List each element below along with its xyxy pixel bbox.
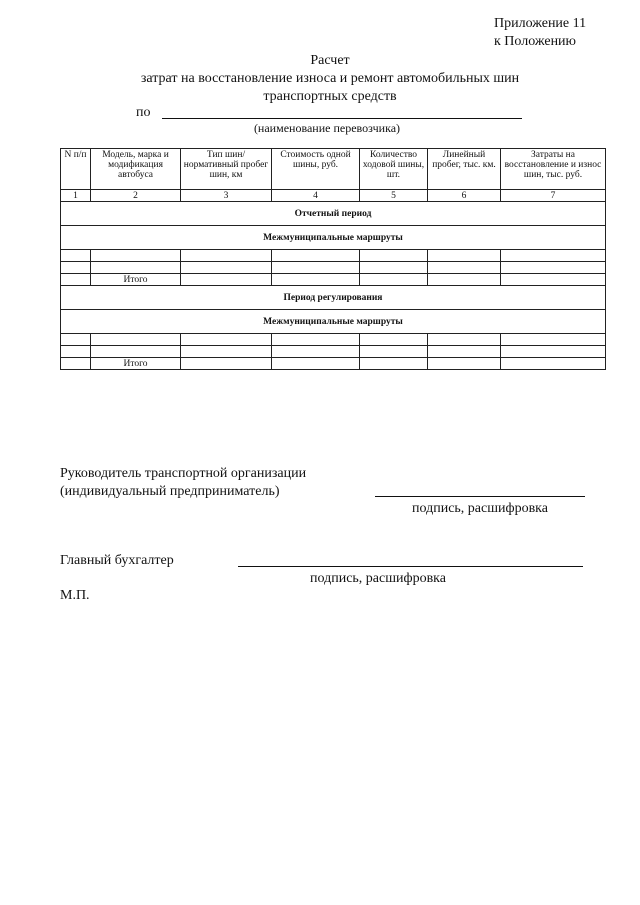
column-number: 3 bbox=[181, 190, 272, 202]
section-row-regulation bbox=[61, 286, 606, 310]
table-row bbox=[61, 250, 606, 262]
table-cell[interactable] bbox=[428, 346, 501, 358]
table-cell[interactable] bbox=[181, 334, 272, 346]
head-title: Руководитель транспортной организации bbox=[60, 466, 307, 481]
table-cell[interactable] bbox=[501, 358, 606, 370]
table-cell[interactable] bbox=[360, 250, 428, 262]
document-title: Расчет bbox=[310, 53, 350, 68]
accountant-signature-caption: подпись, расшифровка bbox=[310, 571, 446, 586]
column-number: 5 bbox=[360, 190, 428, 202]
table-header-row bbox=[61, 149, 606, 190]
table-cell[interactable] bbox=[428, 358, 501, 370]
total-label: Итого bbox=[91, 274, 181, 286]
table-cell[interactable] bbox=[360, 262, 428, 274]
table-cell[interactable] bbox=[61, 346, 91, 358]
table-row bbox=[61, 346, 606, 358]
header-cell: Модель, марка и модификация автобуса bbox=[91, 149, 181, 190]
table-cell[interactable] bbox=[61, 334, 91, 346]
header-cell: Стоимость одной шины, руб. bbox=[272, 149, 360, 190]
section-title-regulation-period: Период регулирования bbox=[61, 286, 606, 310]
stamp-place: М.П. bbox=[60, 588, 90, 603]
table-cell[interactable] bbox=[360, 358, 428, 370]
table-cell[interactable] bbox=[181, 262, 272, 274]
table-cell[interactable] bbox=[181, 274, 272, 286]
table-cell[interactable] bbox=[272, 358, 360, 370]
table-cell[interactable] bbox=[360, 346, 428, 358]
section-title-routes: Межмуниципальные маршруты bbox=[61, 226, 606, 250]
table-cell[interactable] bbox=[272, 250, 360, 262]
calculation-table bbox=[60, 148, 606, 370]
document-subtitle-2: транспортных средств bbox=[263, 89, 397, 104]
total-row-regulation bbox=[61, 358, 606, 370]
table-cell[interactable] bbox=[272, 346, 360, 358]
column-number-row bbox=[61, 190, 606, 202]
table-cell[interactable] bbox=[181, 346, 272, 358]
table-row bbox=[61, 334, 606, 346]
carrier-caption: (наименование перевозчика) bbox=[253, 121, 401, 135]
head-signature-caption: подпись, расшифровка bbox=[412, 501, 548, 516]
table-cell[interactable] bbox=[501, 334, 606, 346]
column-number: 7 bbox=[501, 190, 606, 202]
table-cell[interactable] bbox=[181, 250, 272, 262]
table-cell[interactable] bbox=[61, 250, 91, 262]
table-cell[interactable] bbox=[272, 334, 360, 346]
table-cell[interactable] bbox=[91, 262, 181, 274]
table-cell[interactable] bbox=[61, 262, 91, 274]
table-cell[interactable] bbox=[181, 358, 272, 370]
table-row bbox=[61, 262, 606, 274]
table-cell[interactable] bbox=[360, 274, 428, 286]
header-cell: Затраты на восстановление и износ шин, тыс. руб. bbox=[501, 149, 606, 190]
section-title-routes: Межмуниципальные маршруты bbox=[61, 310, 606, 334]
table-cell[interactable] bbox=[501, 346, 606, 358]
accountant-signature-line[interactable] bbox=[238, 566, 583, 567]
accountant-title: Главный бухгалтер bbox=[60, 553, 174, 568]
section-title-reporting-period: Отчетный период bbox=[61, 202, 606, 226]
head-signature-line[interactable] bbox=[375, 496, 585, 497]
header-cell: Количество ходовой шины, шт. bbox=[360, 149, 428, 190]
table-cell[interactable] bbox=[61, 358, 91, 370]
appendix-line-2: к Положению bbox=[494, 34, 577, 49]
column-number: 1 bbox=[61, 190, 91, 202]
table-cell[interactable] bbox=[428, 334, 501, 346]
table-cell[interactable] bbox=[272, 274, 360, 286]
table-cell[interactable] bbox=[360, 334, 428, 346]
table-cell[interactable] bbox=[428, 262, 501, 274]
section-row-reporting bbox=[61, 202, 606, 226]
table-cell[interactable] bbox=[501, 250, 606, 262]
column-number: 4 bbox=[272, 190, 360, 202]
table-cell[interactable] bbox=[428, 274, 501, 286]
column-number: 2 bbox=[91, 190, 181, 202]
header-cell: Тип шин/ нормативный пробег шин, км bbox=[181, 149, 272, 190]
appendix-note bbox=[494, 15, 586, 51]
table-cell[interactable] bbox=[501, 274, 606, 286]
table-cell[interactable] bbox=[91, 346, 181, 358]
total-label: Итого bbox=[91, 358, 181, 370]
table-cell[interactable] bbox=[61, 274, 91, 286]
header-cell: Линейный пробег, тыс. км. bbox=[428, 149, 501, 190]
section-row-routes-2 bbox=[61, 310, 606, 334]
carrier-name-line[interactable] bbox=[162, 118, 522, 119]
total-row-reporting bbox=[61, 274, 606, 286]
header-cell: N п/п bbox=[61, 149, 91, 190]
appendix-line-1: Приложение 11 bbox=[494, 16, 587, 31]
table-cell[interactable] bbox=[428, 250, 501, 262]
table-cell[interactable] bbox=[272, 262, 360, 274]
table-cell[interactable] bbox=[91, 334, 181, 346]
document-subtitle: затрат на восстановление износа и ремонт автомобильных шин bbox=[140, 71, 520, 86]
table-cell[interactable] bbox=[501, 262, 606, 274]
head-subtitle: (индивидуальный предприниматель) bbox=[60, 484, 280, 499]
table-cell[interactable] bbox=[91, 250, 181, 262]
section-row-routes-1 bbox=[61, 226, 606, 250]
column-number: 6 bbox=[428, 190, 501, 202]
carrier-prefix: по bbox=[136, 105, 151, 120]
